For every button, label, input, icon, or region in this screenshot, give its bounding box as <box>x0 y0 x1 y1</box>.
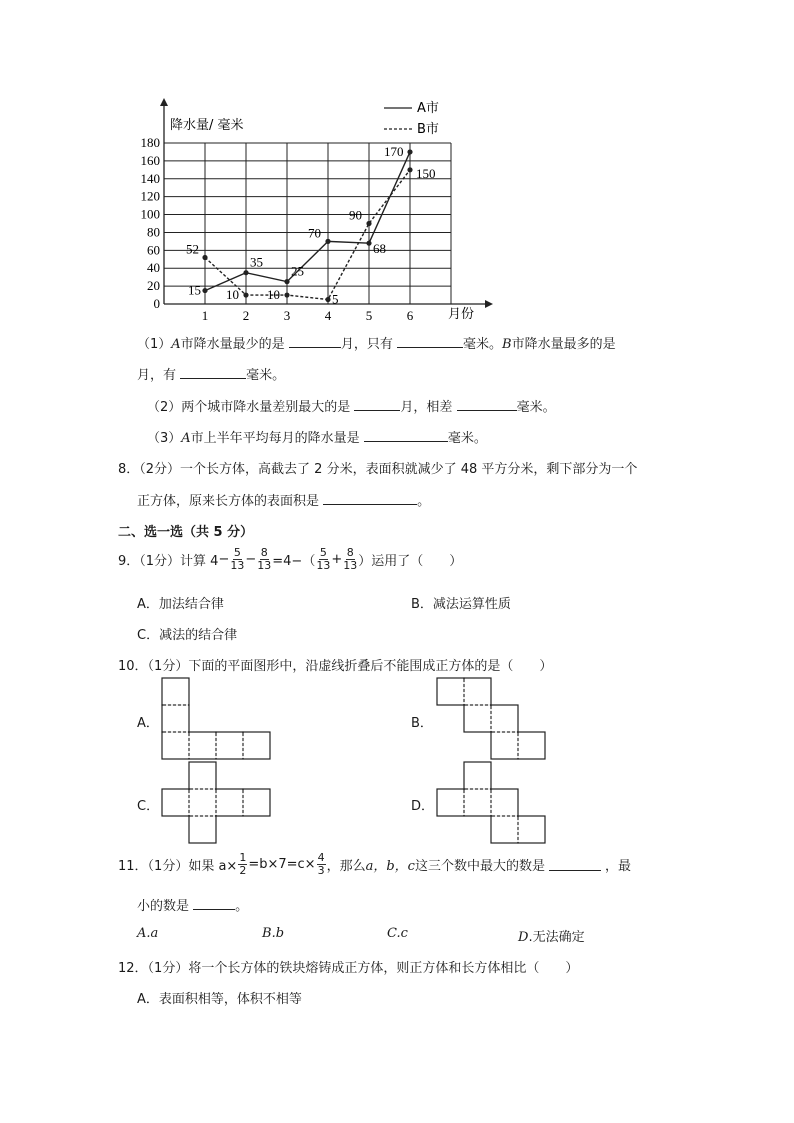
point-a <box>202 288 207 293</box>
q7-part2-text-a: （2）两个城市降水量差别最大的是 <box>147 400 351 415</box>
data-label-a: 70 <box>308 225 321 241</box>
q7-part1-line1 <box>137 333 616 352</box>
q10-net-d[interactable] <box>435 760 549 846</box>
x-tick-label: 1 <box>201 308 209 323</box>
q10-option-a-label[interactable]: A． <box>137 716 159 731</box>
x-tick-label: 3 <box>283 308 291 323</box>
q7-part1-line2 <box>137 364 285 383</box>
q7-part3-text-a: 市上半年平均每月的降水量是 <box>190 431 360 446</box>
city-b-label: B <box>502 337 512 352</box>
q9-suffix: ）运用了（ ） <box>358 554 463 569</box>
chart-legend <box>384 101 439 137</box>
q11-prefix: 11．（1分）如果 a× <box>118 859 238 874</box>
y-tick-label: 20 <box>147 278 160 294</box>
q11-then: ，那么 <box>326 859 366 874</box>
y-tick-label: 180 <box>140 135 160 150</box>
q7-part3-num: （3） <box>147 431 182 446</box>
data-label-b: 5 <box>332 291 339 307</box>
data-label-b: 52 <box>186 241 199 257</box>
y-axis-arrow <box>160 98 168 106</box>
q11-blank-largest[interactable] <box>549 858 601 871</box>
data-label-a: 68 <box>373 241 386 257</box>
q7-part2 <box>147 396 556 415</box>
chart-grid <box>164 143 451 304</box>
city-a-label-2: A <box>181 431 191 446</box>
q9-equals: =4−（ <box>272 554 316 569</box>
city-a-label: A <box>171 337 181 352</box>
q11-fraction-1: $\frac{1}{2}$ <box>239 851 247 877</box>
q9-prefix: 9．（1分）计算 4 <box>118 554 219 569</box>
q7-part2-blank-month[interactable] <box>354 398 400 411</box>
legend-label-a: A市 <box>417 101 439 116</box>
q10-stem: 10．（1分）下面的平面图形中，沿虚线折叠后不能围成正方体的是（ ） <box>118 659 553 674</box>
q10-net-a[interactable] <box>160 676 274 762</box>
q10-net-b[interactable] <box>435 676 549 762</box>
y-tick-label: 80 <box>147 224 160 240</box>
data-label-b: 90 <box>349 207 362 223</box>
point-a <box>325 239 330 244</box>
data-label-b: 150 <box>416 165 436 181</box>
q7-part1-blank-mm[interactable] <box>397 335 463 348</box>
q8-blank-surface-area[interactable] <box>323 492 417 505</box>
q7-part1-num: （1） <box>137 337 172 352</box>
rainfall-line-chart <box>130 96 500 326</box>
y-tick-label: 100 <box>140 206 160 222</box>
point-a <box>284 279 289 284</box>
q7-part1-text-c: 毫米。 <box>462 337 502 352</box>
q11-smallest-text: 小的数是 <box>137 899 190 914</box>
q10-option-c-label[interactable]: C． <box>137 799 160 814</box>
q11-tail: ，最 <box>604 859 631 874</box>
point-b <box>407 167 412 172</box>
q9-plus: + <box>331 552 343 567</box>
point-a <box>407 149 412 154</box>
x-axis-arrow <box>485 300 493 308</box>
q7-part1-text-e: 月，有 <box>137 368 177 383</box>
q11-option-a[interactable]: A.a <box>137 926 159 941</box>
q9-option-b[interactable]: B．减法运算性质 <box>411 597 511 612</box>
point-b <box>325 297 330 302</box>
q7-part1-text-f: 毫米。 <box>246 368 286 383</box>
y-tick-label: 120 <box>140 188 160 204</box>
q7-part3-blank-avg[interactable] <box>364 429 448 442</box>
y-tick-label: 160 <box>140 152 160 168</box>
q12-option-a[interactable]: A．表面积相等，体积不相等 <box>137 992 302 1007</box>
q8-line1: 8．（2分）一个长方体，高截去了 2 分米，表面积就减少了 48 平方分米，剩下部分为一个 <box>118 462 638 477</box>
data-label-a: 15 <box>188 282 201 298</box>
q9-minus-1: − <box>218 552 230 567</box>
y-tick-label: 0 <box>153 296 160 311</box>
q11-option-c[interactable]: C.c <box>387 926 408 941</box>
q11-option-d[interactable]: D.无法确定 <box>518 930 585 945</box>
y-tick-label: 40 <box>147 260 160 276</box>
point-b <box>202 255 207 260</box>
q8-text: 正方体，原来长方体的表面积是 <box>137 494 320 509</box>
point-b <box>366 221 371 226</box>
q10-option-d-label[interactable]: D． <box>411 799 435 814</box>
data-label-a: 170 <box>384 143 404 159</box>
q11-option-b[interactable]: B.b <box>262 926 285 941</box>
x-tick-label: 2 <box>242 308 250 323</box>
point-b <box>243 292 248 297</box>
x-tick-label: 6 <box>406 308 414 323</box>
q7-part1-text-d: 市降水量最多的是 <box>511 337 616 352</box>
point-a <box>243 270 248 275</box>
q12-stem: 12．（1分）将一个长方体的铁块熔铸成正方体，则正方体和长方体相比（ ） <box>118 961 579 976</box>
y-tick-label: 140 <box>140 170 160 186</box>
q7-part1-blank-month[interactable] <box>289 335 341 348</box>
chart-xlabel: 月份 <box>448 307 475 322</box>
q8-period: 。 <box>417 494 431 509</box>
point-b <box>284 292 289 297</box>
chart-ylabel: 降水量/ 毫米 <box>170 118 244 133</box>
section-2-heading: 二、选一选（共 5 分） <box>118 525 254 540</box>
q7-part2-text-b: 月，相差 <box>400 400 453 415</box>
q10-option-b-label[interactable]: B． <box>411 716 433 731</box>
q11-period: 。 <box>235 899 249 914</box>
y-tick-label: 60 <box>147 242 160 258</box>
q11-stem-line1 <box>118 852 631 877</box>
q10-net-c[interactable] <box>160 760 274 846</box>
q9-fraction-1: $\frac{5}{13}$ <box>230 546 245 572</box>
q7-part1-text-a: 市降水量最少的是 <box>180 337 285 352</box>
point-a <box>366 241 371 246</box>
q7-part2-blank-diff[interactable] <box>457 398 517 411</box>
q9-minus-2: − <box>245 552 257 567</box>
q9-stem <box>118 547 462 572</box>
q9-option-a[interactable]: A．加法结合律 <box>137 597 224 612</box>
q11-variables: a，b，c <box>365 859 415 874</box>
q7-part3 <box>147 427 487 446</box>
data-label-a: 25 <box>291 263 304 279</box>
q11-middle: =b×7=c× <box>248 857 316 872</box>
legend-label-b: B市 <box>417 122 439 137</box>
q9-fraction-3: $\frac{5}{13}$ <box>316 546 331 572</box>
q11-blank-smallest[interactable] <box>193 897 235 910</box>
q7-part1-text-b: 月，只有 <box>340 337 393 352</box>
q11-largest-text: 这三个数中最大的数是 <box>414 859 545 874</box>
data-label-b: 10 <box>267 287 280 303</box>
x-tick-label: 5 <box>365 308 373 323</box>
x-tick-label: 4 <box>324 308 332 323</box>
data-label-a: 35 <box>250 254 263 270</box>
q9-fraction-4: $\frac{8}{13}$ <box>343 546 358 572</box>
q11-fraction-2: $\frac{4}{3}$ <box>317 851 325 877</box>
q7-part3-text-b: 毫米。 <box>447 431 487 446</box>
q7-part1-blank-max[interactable] <box>180 366 246 379</box>
series-line-a <box>205 152 410 291</box>
q9-fraction-2: $\frac{8}{13}$ <box>257 546 272 572</box>
q8-line2 <box>137 490 430 509</box>
q9-option-c[interactable]: C．减法的结合律 <box>137 628 238 643</box>
q7-part2-text-c: 毫米。 <box>516 400 556 415</box>
data-label-b: 10 <box>226 287 239 303</box>
q11-stem-line2 <box>137 895 248 914</box>
